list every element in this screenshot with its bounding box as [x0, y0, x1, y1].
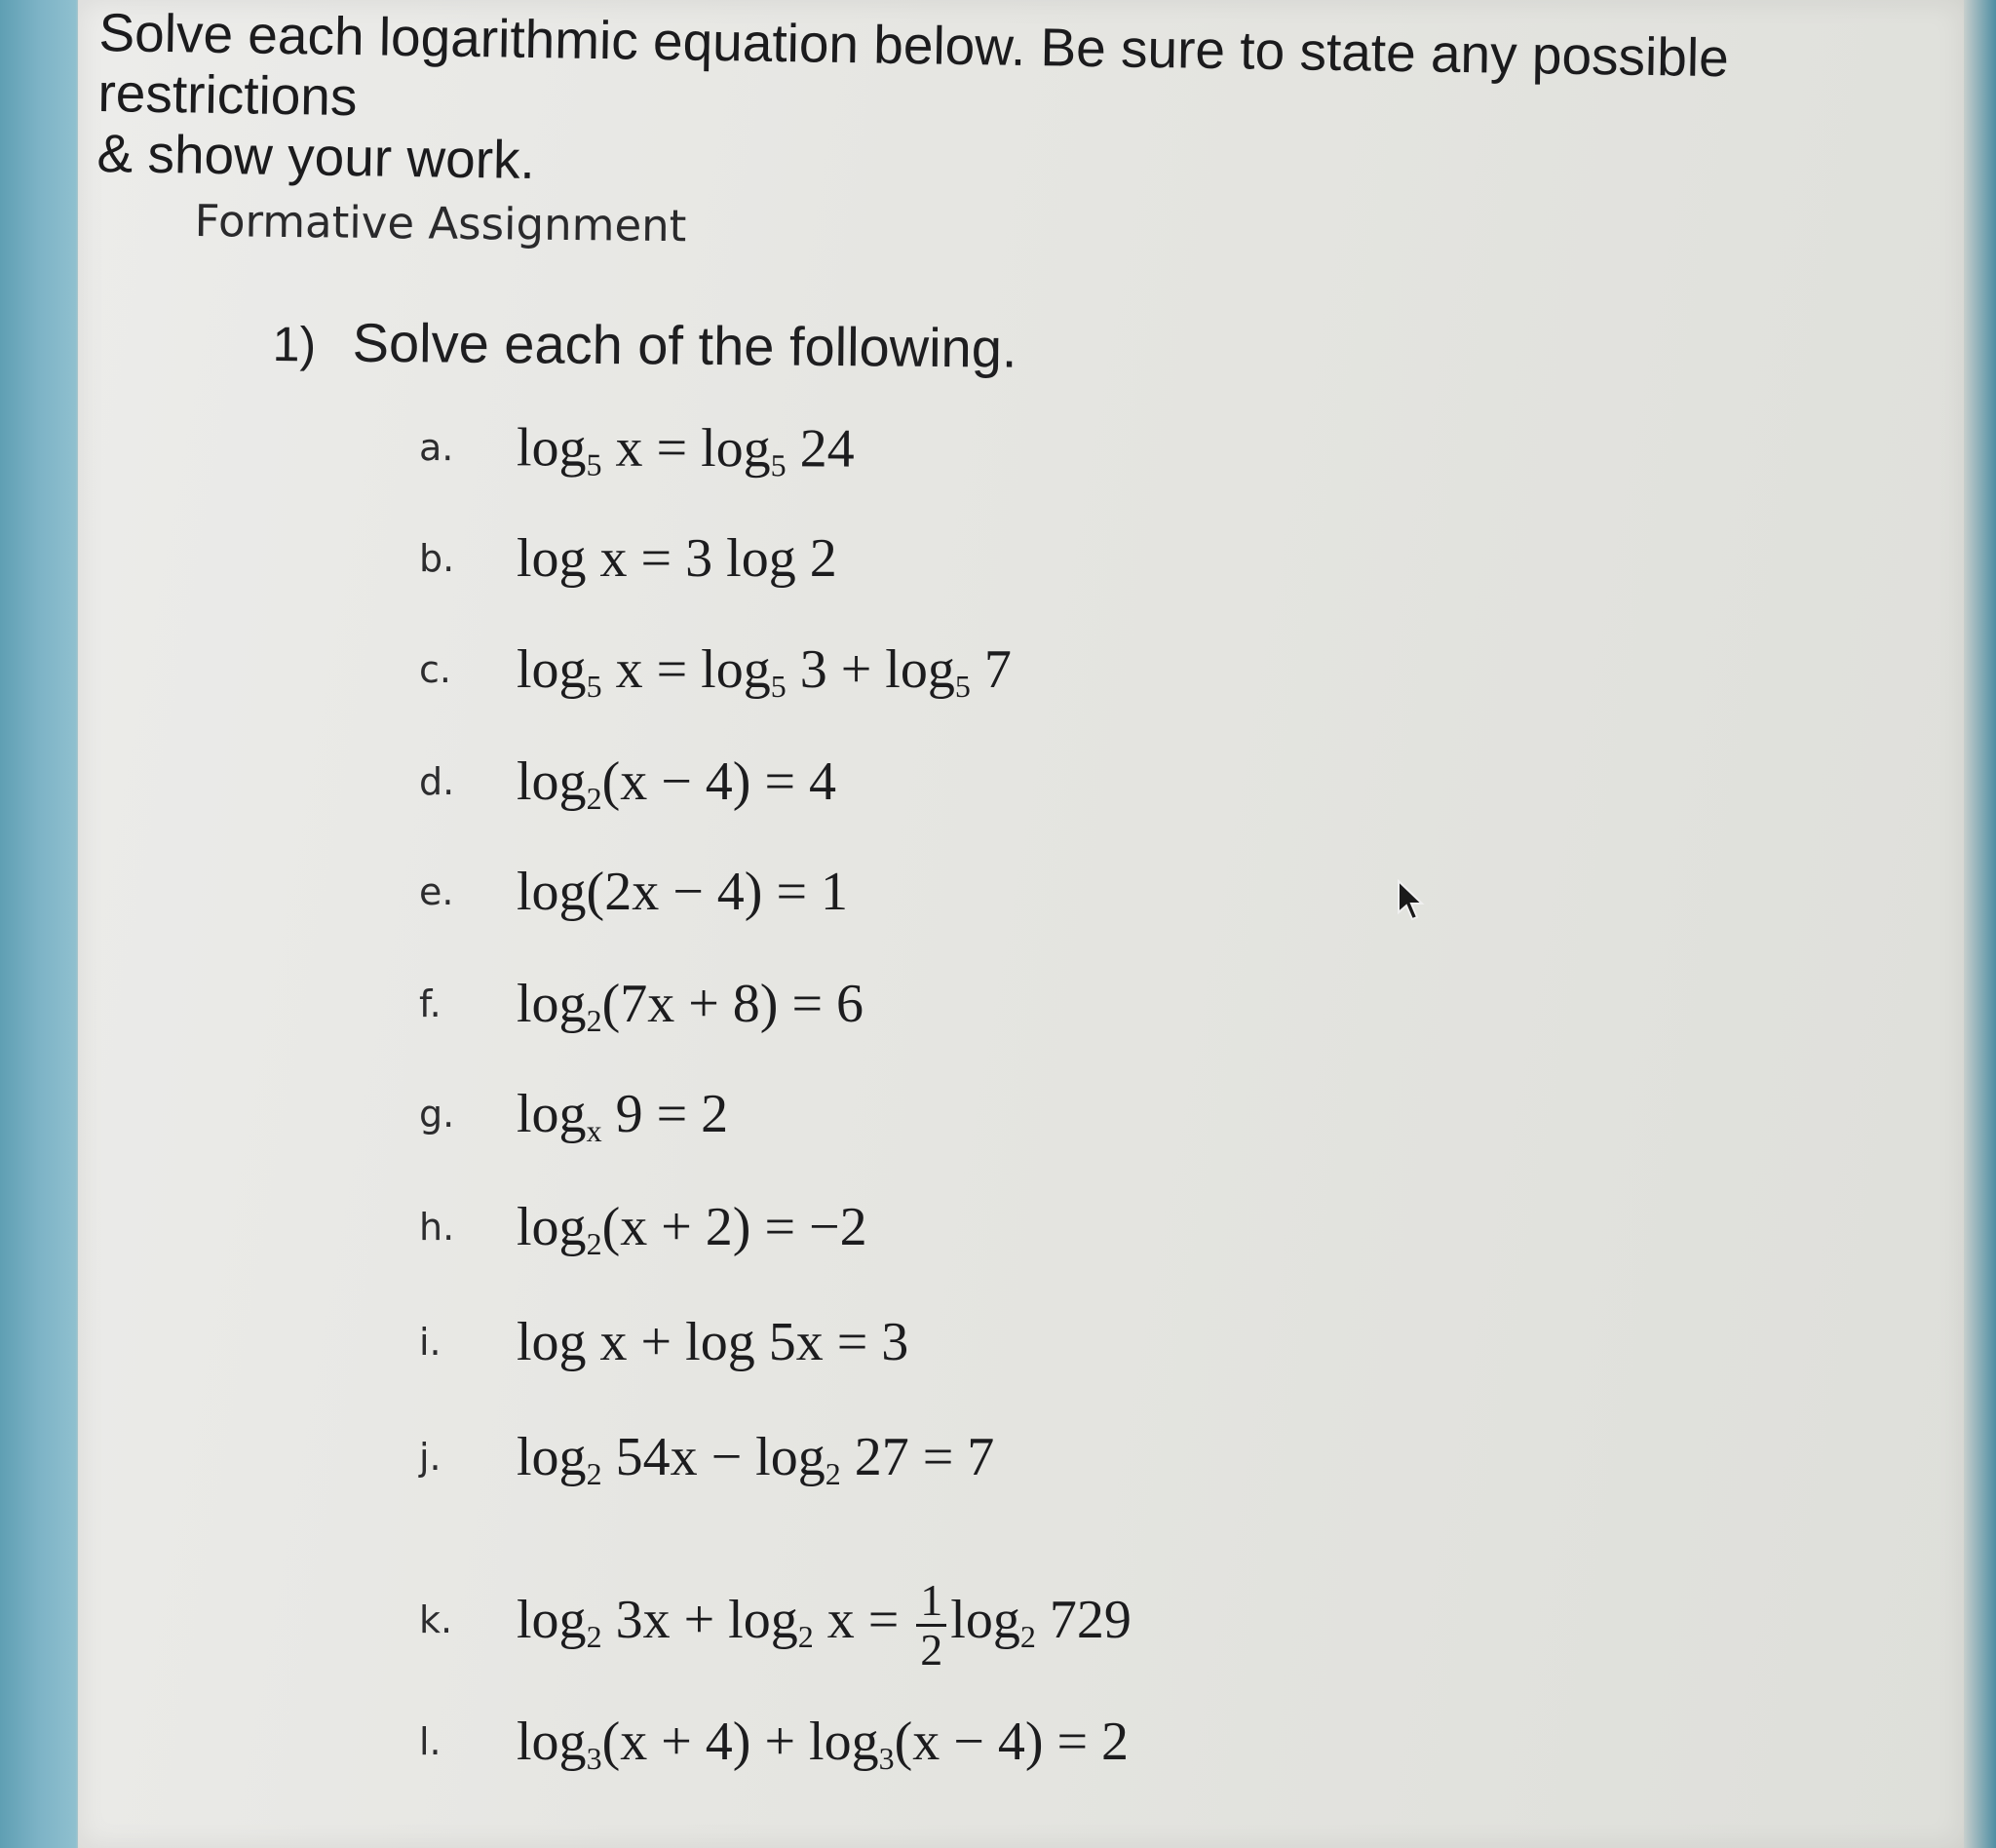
problem-letter: j.: [419, 1436, 441, 1479]
problem-letter: k.: [419, 1598, 453, 1641]
equation: log x + log 5x = 3: [517, 1312, 909, 1372]
equation: $\log_2(x - 4) = 4$: [517, 751, 837, 816]
equation: $\log_5 x = \log_5 3 + \log_5 7$: [517, 639, 1012, 704]
equation: $\log_2(x + 2) = -2$: [517, 1197, 867, 1261]
problem-letter: i.: [419, 1321, 441, 1364]
equation: $\log_3(x + 4) + \log_3(x - 4) = 2$: [517, 1712, 1130, 1776]
equation: $\log_2 54x - \log_2 27 = 7$: [517, 1427, 995, 1491]
question-number: 1): [272, 316, 317, 372]
problem-letter: b.: [419, 537, 455, 580]
question-heading: [272, 310, 1017, 380]
equation: $\log_2(7x + 8) = 6$: [517, 974, 864, 1038]
problem-letter: c.: [419, 648, 451, 691]
problem-letter: h.: [419, 1206, 455, 1249]
mouse-pointer-icon: [1396, 879, 1425, 922]
problem-letter: l.: [419, 1720, 441, 1763]
question-text: Solve each of the following.: [352, 311, 1017, 379]
problem-letter: d.: [419, 760, 455, 803]
problem-letter: a.: [418, 426, 454, 470]
instructions-line-2: & show your work.: [96, 122, 536, 191]
equation: $\log_2 3x + \log_2 x$ = $\frac{1}{2}$ $\log_2 729$: [517, 1574, 1132, 1675]
instructions-header: [96, 2, 1951, 212]
problem-letter: f.: [419, 982, 441, 1025]
equation: $\log_x 9 = 2$: [517, 1084, 729, 1148]
fraction-one-half: $\frac{1}{2}$: [916, 1577, 946, 1674]
problem-letter: g.: [419, 1093, 455, 1136]
equation: $\log_5 x = \log_5 24$: [516, 417, 855, 483]
equation: log(2x − 4) = 1: [517, 862, 849, 922]
assignment-title: Formative Assignment: [194, 195, 687, 252]
instructions-line-1: Solve each logarithmic equation below. Be sure to state any possible restrictions: [97, 2, 1730, 128]
problem-letter: e.: [419, 870, 454, 913]
equation: log x = 3 log 2: [517, 528, 837, 589]
